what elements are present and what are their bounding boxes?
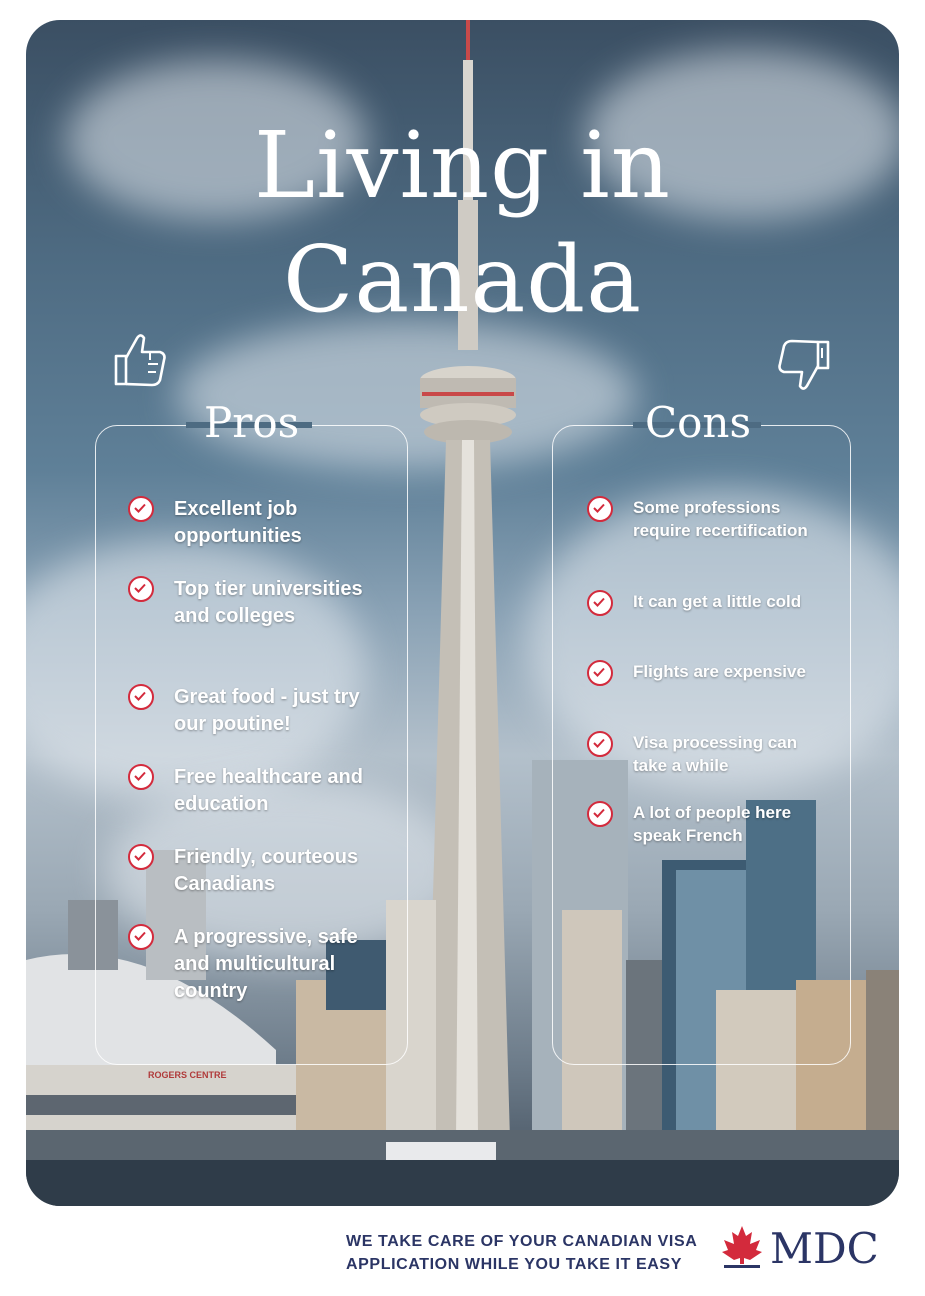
check-icon [587,731,613,757]
pros-item-text: Great food - just try our poutine! [174,686,360,735]
check-icon [587,801,613,827]
pros-item [128,764,384,818]
cons-item-text: Flights are expensive [633,662,806,681]
pros-item-text: Excellent job opportunities [174,498,302,547]
poster-card [26,20,899,1206]
footer-tagline-line-2: APPLICATION WHILE YOU TAKE IT EASY [346,1256,682,1273]
pros-item [128,496,384,550]
check-icon [128,576,154,602]
check-icon [128,844,154,870]
cons-item-text: Visa processing can take a while [633,733,798,775]
pros-item [128,684,384,738]
check-icon [128,496,154,522]
mdc-logo-text: MDC [770,1224,879,1273]
boat [386,1142,496,1160]
pros-item-text: A progressive, safe and multicultural country [174,926,358,1002]
pros-item-text: Friendly, courteous Canadians [174,846,359,895]
pros-item [128,576,384,630]
cons-item [587,731,823,777]
pros-item-text: Top tier universities and colleges [174,578,363,627]
thumbs-down-icon [778,338,834,396]
cons-panel [552,398,851,1065]
pros-item-text: Free healthcare and education [174,766,363,815]
title-line-1: Living in [254,112,671,219]
water [26,1160,899,1206]
cons-item-text: Some professions require recertification [633,498,808,540]
footer-tagline-line-1: WE TAKE CARE OF YOUR CANADIAN VISA [346,1233,698,1250]
check-icon [587,590,613,616]
pros-item [128,924,384,1005]
check-icon [128,684,154,710]
pros-heading: Pros [204,398,300,447]
cons-item [587,590,823,616]
cons-item-text: A lot of people here speak French [633,803,792,845]
rogers-centre-sign: ROGERS CENTRE [148,1070,227,1080]
cons-item [587,496,823,542]
maple-leaf-icon [720,1224,764,1270]
check-icon [128,924,154,950]
cons-heading: Cons [645,398,752,447]
check-icon [587,496,613,522]
pros-item [128,844,384,898]
cons-item [587,801,823,847]
title-line-2: Canada [282,226,643,333]
pros-panel [95,398,408,1065]
check-icon [587,660,613,686]
cons-item [587,660,823,686]
footer-tagline [346,1230,697,1276]
thumbs-up-icon [110,330,168,388]
cons-item-text: It can get a little cold [633,592,802,611]
check-icon [128,764,154,790]
